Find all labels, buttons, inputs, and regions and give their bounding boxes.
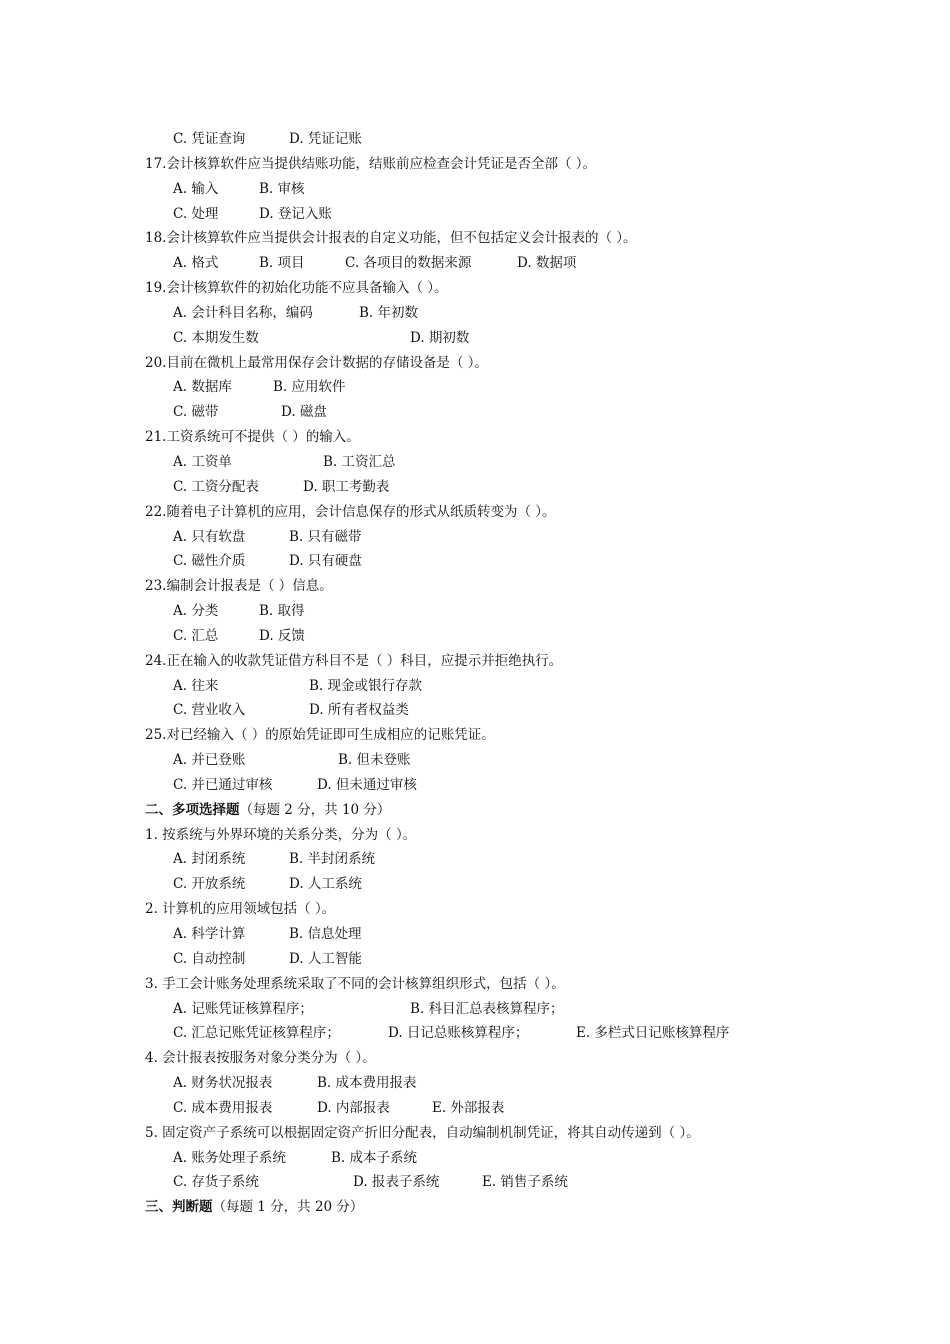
answer-options-row <box>145 698 905 723</box>
answer-option: A. 往来 <box>173 677 219 694</box>
answer-option: D. 职工考勤表 <box>303 478 390 495</box>
answer-option: B. 半封闭系统 <box>289 851 376 868</box>
question-text: 23.编制会计报表是（ ）信息。 <box>145 578 333 595</box>
question-text: 21.工资系统可不提供（ ）的输入。 <box>145 429 360 446</box>
answer-option: A. 科学计算 <box>173 926 246 942</box>
answer-option: A. 分类 <box>173 603 219 620</box>
answer-option: D. 磁盘 <box>281 404 327 421</box>
answer-options-row <box>145 301 905 326</box>
answer-option: C. 汇总记账凭证核算程序； <box>173 1025 340 1042</box>
answer-option: C. 营业收入 <box>173 702 246 719</box>
answer-option: B. 项目 <box>259 255 305 272</box>
section-note: （每题 1 分，共 20 分） <box>212 1199 364 1216</box>
question-text: 19.会计核算软件的初始化功能不应具备输入（ ）。 <box>145 280 448 297</box>
answer-option: D. 凭证记账 <box>289 131 362 147</box>
answer-option: A. 数据库 <box>173 379 232 396</box>
answer-option: D. 人工系统 <box>289 876 362 893</box>
section-title: 二、多项选择题 <box>145 801 240 818</box>
answer-options-row <box>145 326 905 351</box>
answer-options-row <box>145 202 905 227</box>
answer-options-row <box>145 177 905 202</box>
answer-options-row <box>145 375 905 400</box>
answer-option: D. 日记总账核算程序； <box>388 1025 529 1042</box>
answer-option: C. 本期发生数 <box>173 329 259 346</box>
section-title: 三、判断题 <box>145 1199 213 1216</box>
answer-option: D. 报表子系统 <box>353 1174 440 1191</box>
answer-options-row <box>145 847 905 872</box>
answer-options-row <box>145 1071 905 1096</box>
question-text: 5. 固定资产子系统可以根据固定资产折旧分配表，自动编制机制凭证，将其自动传递到（ ）。 <box>145 1124 700 1141</box>
answer-option: B. 审核 <box>259 180 305 197</box>
section-heading <box>145 798 905 823</box>
exam-content <box>145 127 905 1220</box>
question-text: 25.对已经输入（ ）的原始凭证即可生成相应的记账凭证。 <box>145 727 495 744</box>
question-text: 1. 按系统与外界环境的关系分类，分为（ ）。 <box>145 826 417 843</box>
section-heading <box>145 1195 905 1220</box>
answer-option: A. 格式 <box>173 255 219 272</box>
answer-option: D. 期初数 <box>410 329 470 346</box>
answer-option: D. 登记入账 <box>259 205 332 222</box>
question-text: 24.正在输入的收款凭证借方科目不是（ ）科目，应提示并拒绝执行。 <box>145 652 563 669</box>
answer-option: B. 年初数 <box>359 304 419 321</box>
answer-option: B. 应用软件 <box>273 379 346 396</box>
answer-option: D. 内部报表 <box>317 1099 390 1116</box>
answer-options-row <box>145 599 905 624</box>
question-text: 2. 计算机的应用领域包括（ ）。 <box>145 901 336 918</box>
answer-option: E. 多栏式日记账核算程序 <box>576 1025 730 1042</box>
answer-option: C. 工资分配表 <box>173 478 259 495</box>
answer-option: C. 成本费用报表 <box>173 1099 273 1116</box>
answer-option: A. 输入 <box>173 180 219 197</box>
question-text: 4. 会计报表按服务对象分类分为（ ）。 <box>145 1050 376 1067</box>
answer-options-row <box>145 947 905 972</box>
answer-option: C. 汇总 <box>173 627 219 644</box>
answer-options-row <box>145 748 905 773</box>
answer-options-row <box>145 624 905 649</box>
answer-options-row <box>145 922 905 947</box>
answer-option: E. 外部报表 <box>432 1099 505 1116</box>
answer-option: A. 会计科目名称，编码 <box>173 304 313 321</box>
answer-option: A. 工资单 <box>173 453 232 470</box>
answer-option: C. 各项目的数据来源 <box>345 255 472 272</box>
answer-option: A. 封闭系统 <box>173 851 246 868</box>
answer-option: B. 工资汇总 <box>323 453 396 470</box>
answer-option: C. 并已通过审核 <box>173 776 273 793</box>
answer-options-row <box>145 773 905 798</box>
answer-options-row <box>145 549 905 574</box>
answer-option: C. 处理 <box>173 205 219 222</box>
answer-options-row <box>145 872 905 897</box>
answer-option: A. 财务状况报表 <box>173 1075 273 1092</box>
answer-option: B. 取得 <box>259 603 305 620</box>
answer-option: B. 只有磁带 <box>289 528 362 545</box>
answer-options-row <box>145 251 905 276</box>
answer-options-row <box>145 1021 905 1046</box>
answer-option: C. 开放系统 <box>173 876 246 893</box>
answer-option: B. 现金或银行存款 <box>309 677 423 694</box>
question-text: 22.随着电子计算机的应用，会计信息保存的形式从纸质转变为（ ）。 <box>145 503 556 520</box>
answer-option: B. 信息处理 <box>289 926 362 942</box>
answer-option: D. 数据项 <box>517 255 577 272</box>
answer-option: A. 账务处理子系统 <box>173 1149 286 1166</box>
answer-options-row <box>145 525 905 550</box>
answer-option: C. 磁性介质 <box>173 553 246 570</box>
question-text: 3. 手工会计账务处理系统采取了不同的会计核算组织形式，包括（ ）。 <box>145 975 565 992</box>
answer-option: A. 记账凭证核算程序； <box>173 1000 313 1017</box>
answer-option: C. 存货子系统 <box>173 1174 259 1191</box>
answer-options-row <box>145 127 905 152</box>
answer-option: C. 凭证查询 <box>173 131 246 147</box>
answer-options-row <box>145 1096 905 1121</box>
answer-option: E. 销售子系统 <box>482 1174 568 1191</box>
answer-options-row <box>145 997 905 1022</box>
question-text: 18.会计核算软件应当提供会计报表的自定义功能，但不包括定义会计报表的（ ）。 <box>145 230 637 247</box>
answer-option: A. 并已登账 <box>173 752 246 769</box>
answer-option: D. 人工智能 <box>289 950 362 967</box>
question-text: 17.会计核算软件应当提供结账功能，结账前应检查会计凭证是否全部（ ）。 <box>145 155 597 172</box>
answer-option: B. 科目汇总表核算程序； <box>410 1000 564 1017</box>
answer-option: D. 但未通过审核 <box>317 776 417 793</box>
answer-option: C. 自动控制 <box>173 950 246 967</box>
answer-option: D. 反馈 <box>259 627 305 644</box>
answer-option: B. 成本费用报表 <box>317 1075 417 1092</box>
answer-option: B. 成本子系统 <box>331 1149 418 1166</box>
question-text: 20.目前在微机上最常用保存会计数据的存储设备是（ ）。 <box>145 354 489 371</box>
answer-option: D. 只有硬盘 <box>289 553 362 570</box>
answer-options-row <box>145 1170 905 1195</box>
answer-option: B. 但未登账 <box>338 752 411 769</box>
answer-options-row <box>145 475 905 500</box>
answer-option: D. 所有者权益类 <box>309 702 409 719</box>
answer-options-row <box>145 450 905 475</box>
answer-option: C. 磁带 <box>173 404 219 421</box>
answer-options-row <box>145 400 905 425</box>
answer-options-row <box>145 674 905 699</box>
answer-options-row <box>145 1146 905 1171</box>
answer-option: A. 只有软盘 <box>173 528 246 545</box>
section-note: （每题 2 分，共 10 分） <box>239 801 391 818</box>
